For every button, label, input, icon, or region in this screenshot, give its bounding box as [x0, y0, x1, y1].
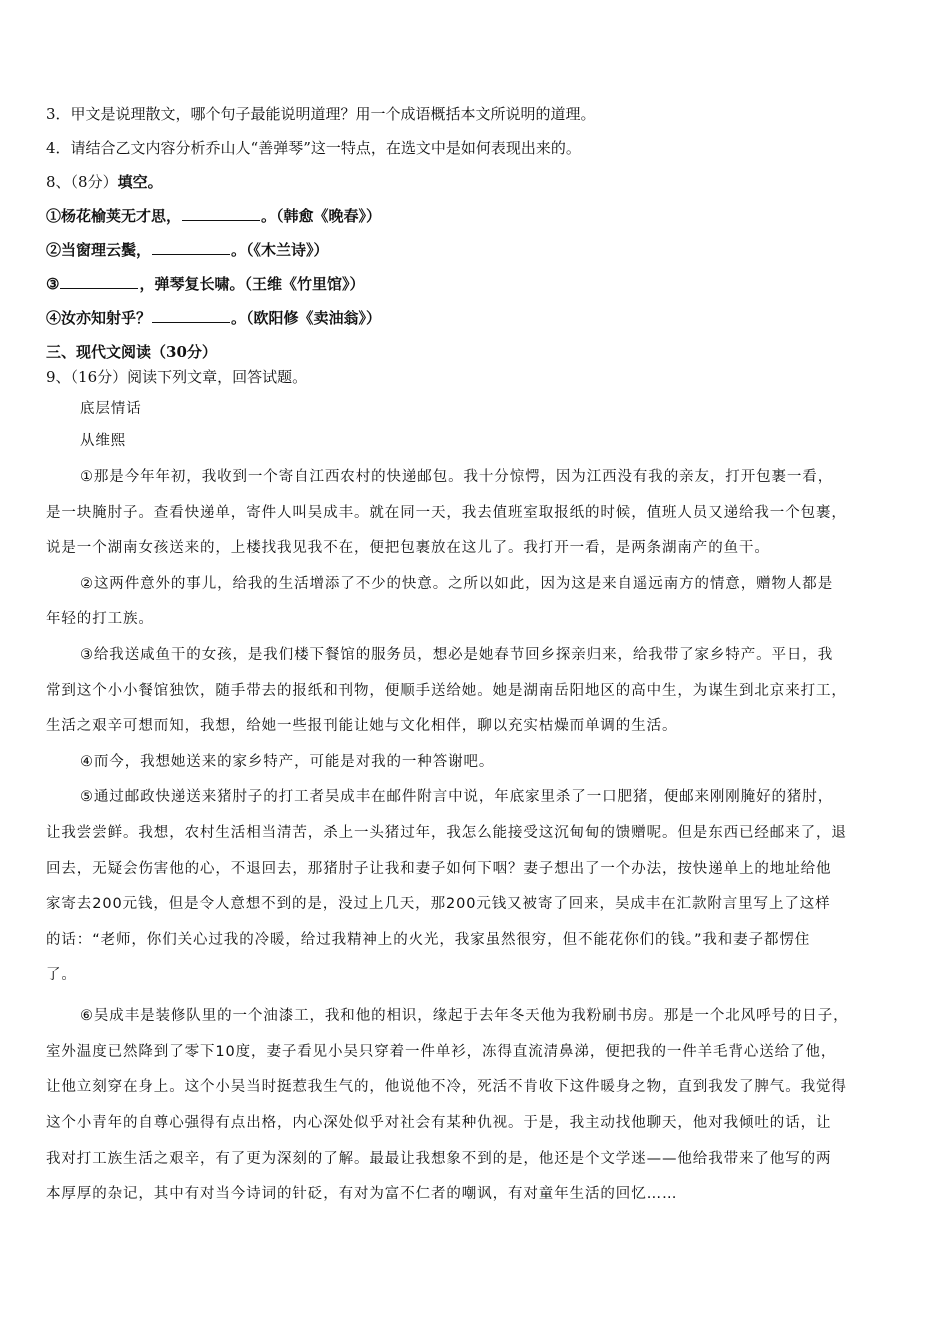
- question-8-number: 8、（8分）: [46, 173, 118, 191]
- article-line: 的话：“老师，你们关心过我的冷暖，给过我精神上的火光，我家虽然很穷，但不能花你们的钱。”我和妻子都愣住: [46, 932, 811, 948]
- article-line: ③给我送咸鱼干的女孩，是我们楼下餐馆的服务员，想必是她春节回乡探亲归来，给我带了家乡特产。平日，我: [80, 647, 834, 663]
- article-line: ②这两件意外的事儿，给我的生活增添了不少的快意。之所以如此，因为这是来自遥远南方的情意，赠物人都是: [80, 576, 834, 592]
- article-line: 回去，无疑会伤害他的心，不退回去，那猪肘子让我和妻子如何下咽？妻子想出了一个办法，按快递单上的地址给他: [46, 861, 832, 877]
- fill-blank-item-3: ③ ，弹琴复长啸。（王维《竹里馆》）: [46, 275, 365, 293]
- article-author: 从维熙: [80, 433, 127, 449]
- article-line: ⑥吴成丰是装修队里的一个油漆工，我和他的相识，缘起于去年冬天他为我粉刷书房。那是一个北风呼号的日子，: [80, 1008, 849, 1024]
- answer-blank-1[interactable]: [182, 206, 260, 221]
- article-line: 室外温度已然降到了零下10度，妻子看见小吴只穿着一件单衫，冻得直流清鼻涕，便把我的一件羊毛背心送给了他，: [46, 1044, 837, 1060]
- article-line: 年轻的打工族。: [46, 611, 154, 627]
- question-3: 3．甲文是说理散文，哪个句子最能说明道理？用一个成语概括本文所说明的道理。: [46, 105, 596, 123]
- question-8-stem: [46, 171, 910, 193]
- question-4: 4．请结合乙文内容分析乔山人“善弹琴”这一特点，在选文中是如何表现出来的。: [46, 139, 581, 157]
- fill-blank-item-2: ②当窗理云鬓， 。（《木兰诗》）: [46, 241, 329, 259]
- question-8-instruction: 填空。: [117, 173, 163, 191]
- article-line: 本厚厚的杂记，其中有对当今诗词的针砭，有对为富不仁者的嘲讽，有对童年生活的回忆……: [46, 1186, 678, 1202]
- article-line: 生活之艰辛可想而知，我想，给她一些报刊能让她与文化相伴，聊以充实枯燥而单调的生活。: [46, 718, 678, 734]
- section-heading: 三、现代文阅读（30分）: [46, 343, 217, 361]
- article-line: 这个小青年的自尊心强得有点出格，内心深处似乎对社会有某种仇视。于是，我主动找他聊天，他对我倾吐的话，让: [46, 1115, 832, 1131]
- answer-blank-4[interactable]: [152, 308, 230, 323]
- question-9-stem: 9、（16分）阅读下列文章，回答试题。: [46, 368, 308, 386]
- article-line: ①那是今年年初，我收到一个寄自江西农村的快递邮包。我十分惊愕，因为江西没有我的亲友，打开包裹一看，: [80, 469, 834, 485]
- article-line: 常到这个小小餐馆独饮，随手带去的报纸和刊物，便顺手送给她。她是湖南岳阳地区的高中生，为谋生到北京来打工，: [46, 683, 847, 699]
- article-line: 让他立刻穿在身上。这个小吴当时挺惹我生气的，他说他不冷，死活不肯收下这件暖身之物，直到我发了脾气。我觉得: [46, 1079, 847, 1095]
- article-title: 底层情话: [80, 401, 142, 417]
- fill-blank-item-4: ④汝亦知射乎？ 。（欧阳修《卖油翁》）: [46, 309, 382, 327]
- answer-blank-3[interactable]: [60, 274, 138, 289]
- article-line: 我对打工族生活之艰辛，有了更为深刻的了解。最最让我想象不到的是，他还是个文学迷——他给我带来了他写的两: [46, 1151, 832, 1167]
- article-line: 家寄去200元钱，但是令人意想不到的是，没过上几天，那200元钱又被寄了回来，吴成丰在汇款附言里写上了这样: [46, 896, 831, 912]
- fill-blank-item-1: ①杨花榆荚无才思， 。（韩愈《晚春》）: [46, 207, 382, 225]
- article-line: 了。: [46, 967, 77, 983]
- article-line: ⑤通过邮政快递送来猪肘子的打工者吴成丰在邮件附言中说，年底家里杀了一口肥猪，便邮来刚刚腌好的猪肘，: [80, 789, 834, 805]
- article-line: 让我尝尝鲜。我想，农村生活相当清苦，杀上一头猪过年，我怎么能接受这沉甸甸的馈赠呢。但是东西已经邮来了，退: [46, 825, 847, 841]
- article-line: 说是一个湖南女孩送来的，上楼找我见我不在，便把包裹放在这儿了。我打开一看，是两条湖南产的鱼干。: [46, 540, 770, 556]
- answer-blank-2[interactable]: [152, 240, 230, 255]
- article-line: 是一块腌肘子。查看快递单，寄件人叫吴成丰。就在同一天，我去值班室取报纸的时候，值班人员又递给我一个包裹，: [46, 505, 847, 521]
- article-line: ④而今，我想她送来的家乡特产，可能是对我的一种答谢吧。: [80, 754, 495, 770]
